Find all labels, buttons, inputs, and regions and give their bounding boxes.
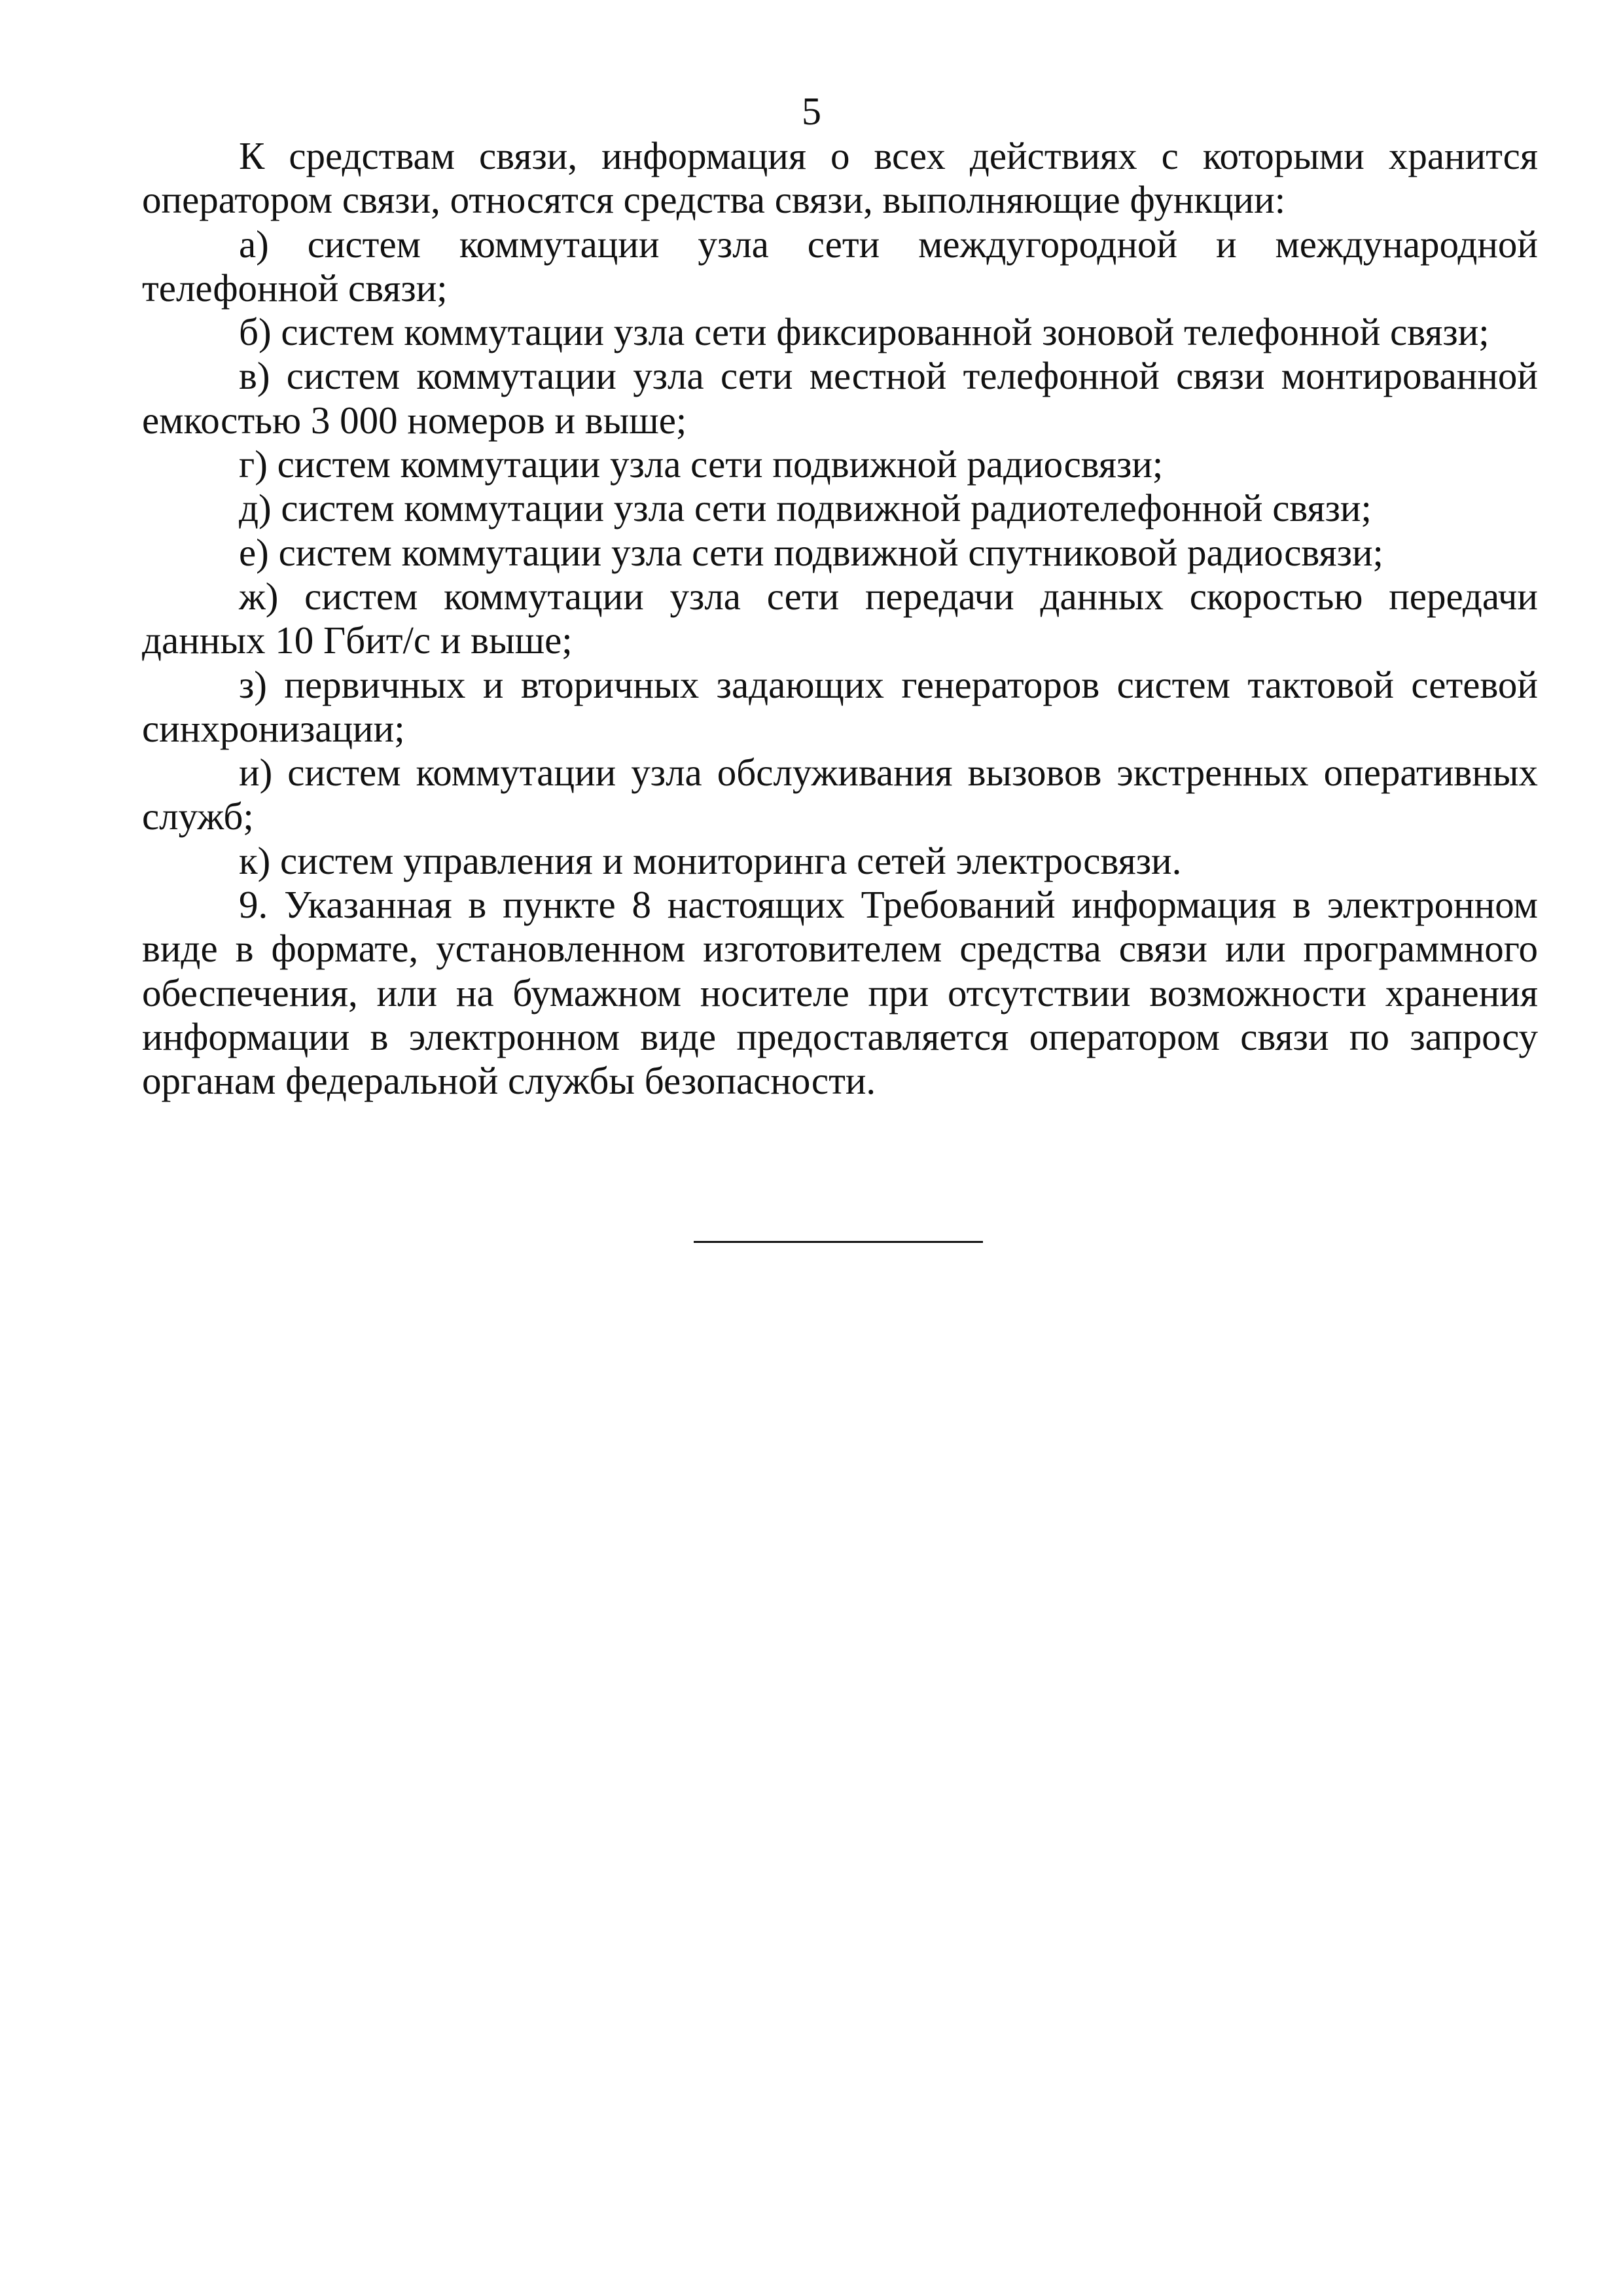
list-item-k: к) систем управления и мониторинга сетей электросвязи. <box>239 838 1182 882</box>
list-item-zh: ж) систем коммутации узла сети передачи данных скоростью передачи данных 10 Гбит/с и выше; <box>142 574 1538 662</box>
list-item-z: з) первичных и вторичных задающих генераторов систем тактовой сетевой синхронизации; <box>142 662 1538 750</box>
list-item-g: г) систем коммутации узла сети подвижной радиосвязи; <box>239 442 1164 486</box>
document-body <box>142 134 1538 1103</box>
page-number: 5 <box>802 90 821 133</box>
list-item-d: д) систем коммутации узла сети подвижной радиотелефонной связи; <box>239 486 1372 530</box>
list-item-v: в) систем коммутации узла сети местной телефонной связи монтированной емкостью 3 000 номеров и выше; <box>142 354 1538 442</box>
intro-paragraph: К средствам связи, информация о всех действиях с которыми хранится оператором связи, относятся средства связи, выполняющие функции: <box>142 134 1538 222</box>
clause-9-paragraph: 9. Указанная в пункте 8 настоящих Требований информация в электронном виде в формате, установленном изготовителем средства связи или программного обеспечения, или на бумажном носителе при отсутствии возможности хранения информации в электронном виде предоставляется оператором связи по запросу органам федеральной службы безопасности. <box>142 883 1538 1103</box>
list-item-i: и) систем коммутации узла обслуживания вызовов экстренных оперативных служб; <box>142 751 1538 838</box>
list-item-e: е) систем коммутации узла сети подвижной спутниковой радиосвязи; <box>239 530 1383 574</box>
list-item-b: б) систем коммутации узла сети фиксированной зоновой телефонной связи; <box>239 310 1489 354</box>
closing-divider <box>694 1241 983 1243</box>
list-item-a: а) систем коммутации узла сети междугородной и международной телефонной связи; <box>142 222 1538 310</box>
